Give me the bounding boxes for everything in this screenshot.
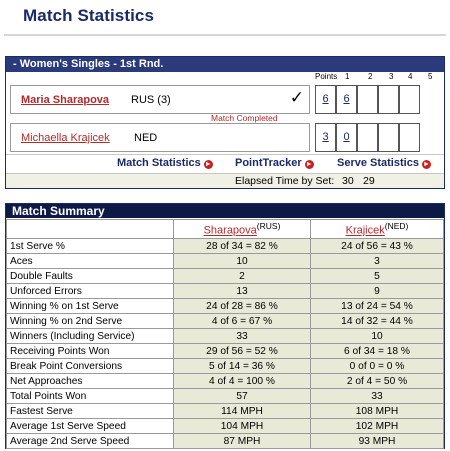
table-row	[7, 299, 444, 314]
stat-value-player-1: 4 of 6 = 67 %	[174, 314, 311, 329]
stat-value-player-2: 3	[311, 254, 444, 269]
nav-pointtracker-label: PointTracker	[235, 157, 302, 169]
summary-table	[6, 219, 444, 449]
table-row	[7, 344, 444, 359]
stat-value-player-1: 24 of 28 = 86 %	[174, 299, 311, 314]
p1-set-1-score[interactable]: 6	[322, 93, 329, 105]
stats-nav	[6, 154, 444, 174]
player-2-country: NED	[134, 132, 158, 144]
stat-label: Receiving Points Won	[7, 344, 174, 359]
player-1-scores	[315, 85, 440, 114]
round-header: - Women's Singles - 1st Rnd.	[6, 57, 444, 72]
stat-value-player-2: 93 MPH	[311, 434, 444, 449]
header-player-2	[311, 220, 444, 239]
player-2-scores	[315, 123, 440, 152]
table-row	[7, 359, 444, 374]
stat-value-player-2: 0 of 0 = 0 %	[311, 359, 444, 374]
stat-value-player-1: 114 MPH	[174, 404, 311, 419]
nav-serve-statistics-label: Serve Statistics	[337, 157, 419, 169]
scoreboard	[5, 56, 445, 189]
stat-value-player-1: 33	[174, 329, 311, 344]
stat-value-player-1: 2	[174, 269, 311, 284]
table-row	[7, 329, 444, 344]
p1-set-5-score	[399, 85, 420, 114]
stat-value-player-1: 10	[174, 254, 311, 269]
stat-value-player-1: 104 MPH	[174, 419, 311, 434]
elapsed-set-2: 29	[363, 175, 375, 187]
table-row	[7, 419, 444, 434]
p1-set-4-score	[378, 85, 399, 114]
player-2-header-country: (NED)	[384, 221, 409, 232]
elapsed-set-1: 30	[342, 175, 354, 187]
header-player-1	[174, 220, 311, 239]
winner-check-icon: ✓	[289, 88, 304, 107]
stat-value-player-2: 13 of 24 = 54 %	[311, 299, 444, 314]
set-number-5: 5	[428, 72, 433, 81]
stat-label: Winning % on 1st Serve	[7, 299, 174, 314]
match-summary	[5, 203, 445, 449]
stat-label: Winners (Including Service)	[7, 329, 174, 344]
stat-value-player-1: 87 MPH	[174, 434, 311, 449]
elapsed-label: Elapsed Time by Set:	[235, 175, 335, 187]
stat-value-player-2: 9	[311, 284, 444, 299]
table-row	[7, 434, 444, 449]
player-1-country: RUS (3)	[131, 94, 171, 106]
stat-label: Total Points Won	[7, 389, 174, 404]
page-title: Match Statistics	[23, 6, 155, 25]
stat-label: Unforced Errors	[7, 284, 174, 299]
table-row	[7, 314, 444, 329]
stat-label: Aces	[7, 254, 174, 269]
table-header-row	[7, 220, 444, 239]
set-number-3: 3	[389, 72, 394, 81]
stat-label: 1st Serve %	[7, 239, 174, 254]
title-divider	[4, 34, 446, 36]
set-number-1: 1	[345, 72, 350, 81]
arrow-right-icon: ►	[422, 161, 430, 168]
p1-set-2-score[interactable]: 6	[343, 93, 350, 105]
arrow-right-icon: ►	[305, 161, 313, 168]
stat-value-player-1: 4 of 4 = 100 %	[174, 374, 311, 389]
table-row	[7, 269, 444, 284]
stat-value-player-1: 28 of 34 = 82 %	[174, 239, 311, 254]
arrow-right-icon: ►	[204, 161, 212, 168]
set-number-4: 4	[408, 72, 413, 81]
player-1-header-name: Sharapova	[203, 224, 257, 237]
stat-value-player-2: 24 of 56 = 43 %	[311, 239, 444, 254]
stat-label: Winning % on 2nd Serve	[7, 314, 174, 329]
points-label: Points	[315, 72, 338, 81]
p2-set-1-score[interactable]: 3	[322, 131, 329, 143]
p2-set-3-score	[357, 123, 378, 152]
nav-match-statistics-label: Match Statistics	[117, 157, 201, 169]
nav-pointtracker[interactable]	[235, 157, 314, 169]
player-row-1	[10, 85, 310, 114]
player-1-header-country: (RUS)	[256, 221, 281, 232]
stat-value-player-2: 6 of 34 = 18 %	[311, 344, 444, 359]
p1-set-3-score	[357, 85, 378, 114]
table-row	[7, 389, 444, 404]
stat-label: Average 1st Serve Speed	[7, 419, 174, 434]
stat-value-player-1: 57	[174, 389, 311, 404]
player-2-header-name: Krajicek	[345, 224, 385, 237]
nav-match-statistics[interactable]	[117, 157, 213, 169]
stat-value-player-2: 102 MPH	[311, 419, 444, 434]
table-row	[7, 374, 444, 389]
table-row	[7, 239, 444, 254]
player-2-link[interactable]: Michaella Krajicek	[21, 132, 110, 144]
stat-value-player-2: 14 of 32 = 44 %	[311, 314, 444, 329]
p2-set-5-score	[399, 123, 420, 152]
stat-label: Net Approaches	[7, 374, 174, 389]
header-blank	[7, 220, 174, 239]
p2-set-2-score[interactable]: 0	[343, 131, 350, 143]
stat-label: Double Faults	[7, 269, 174, 284]
table-row	[7, 254, 444, 269]
player-row-2	[10, 123, 310, 152]
summary-title: Match Summary	[6, 204, 444, 218]
table-row	[7, 404, 444, 419]
stat-value-player-2: 33	[311, 389, 444, 404]
p2-set-4-score	[378, 123, 399, 152]
stat-value-player-1: 29 of 56 = 52 %	[174, 344, 311, 359]
nav-serve-statistics[interactable]	[337, 157, 431, 169]
stat-label: Break Point Conversions	[7, 359, 174, 374]
player-1-link[interactable]: Maria Sharapova	[21, 94, 110, 106]
stat-label: Average 2nd Serve Speed	[7, 434, 174, 449]
stat-label: Fastest Serve	[7, 404, 174, 419]
player-2-header-link[interactable]	[346, 225, 385, 237]
elapsed-time-bar	[6, 174, 444, 188]
stat-value-player-2: 10	[311, 329, 444, 344]
stat-value-player-2: 5	[311, 269, 444, 284]
stat-value-player-2: 2 of 4 = 50 %	[311, 374, 444, 389]
set-number-2: 2	[368, 72, 373, 81]
match-status: Match Completed	[211, 113, 278, 123]
stat-value-player-2: 108 MPH	[311, 404, 444, 419]
player-1-header-link[interactable]	[204, 225, 257, 237]
table-row	[7, 284, 444, 299]
stat-value-player-1: 5 of 14 = 36 %	[174, 359, 311, 374]
stat-value-player-1: 13	[174, 284, 311, 299]
